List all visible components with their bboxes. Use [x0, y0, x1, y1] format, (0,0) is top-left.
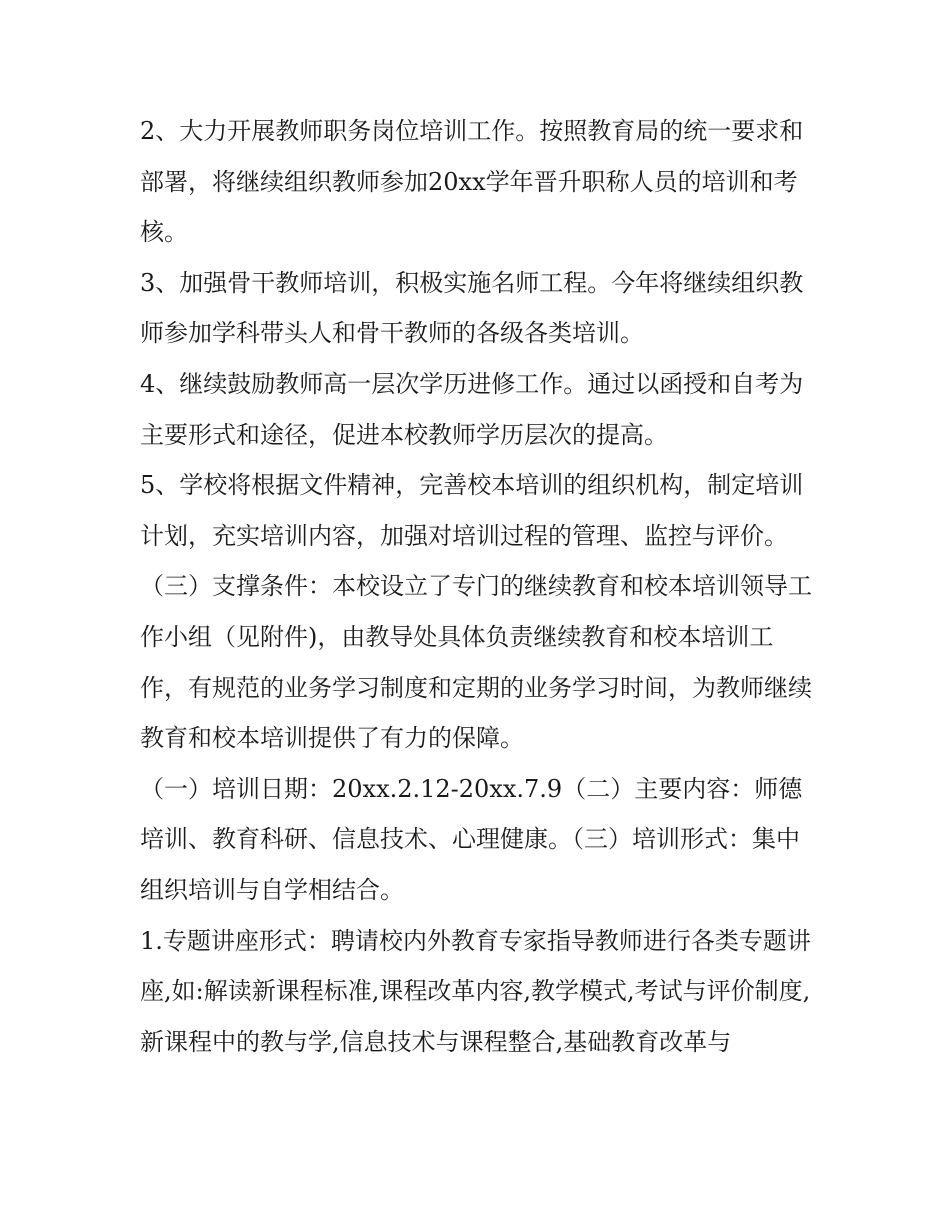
paragraph-degree-advancement: 4、继续鼓励教师高一层次学历进修工作。通过以函授和自考为主要形式和途径，促进本校教师学历层次的提高。 [140, 369, 804, 449]
paragraph-training-schedule: （一）培训日期：20xx.2.12-20xx.7.9（二）主要内容：师德培训、教育科研、信息技术、心理健康。（三）培训形式：集中组织培训与自学相结合。 [140, 774, 803, 904]
paragraph-teacher-job-training: 2、大力开展教师职务岗位培训工作。按照教育局的统一要求和部署，将继续组织教师参加20xx学年晋升职称人员的培训和考核。 [140, 117, 804, 247]
paragraph-lecture-format: 1.专题讲座形式：聘请校内外教育专家指导教师进行各类专题讲座,如:解读新课程标准,课程改革内容,教学模式,考试与评价制度,新课程中的教与学,信息技术与课程整合,基础教育改革与 [140, 926, 811, 1056]
paragraph-support-conditions: （三）支撑条件：本校设立了专门的继续教育和校本培训领导工作小组（见附件)，由教导处具体负责继续教育和校本培训工作，有规范的业务学习制度和定期的业务学习时间，为教师继续教育和校本培训提供了有力的保障。 [140, 572, 812, 753]
paragraph-backbone-teacher-training: 3、加强骨干教师培训，积极实施名师工程。今年将继续组织教师参加学科带头人和骨干教师的各级各类培训。 [140, 268, 804, 348]
paragraph-school-training-plan: 5、学校将根据文件精神，完善校本培训的组织机构，制定培训计划，充实培训内容，加强对培训过程的管理、监控与评价。 [140, 471, 804, 550]
document-body [140, 106, 820, 1067]
